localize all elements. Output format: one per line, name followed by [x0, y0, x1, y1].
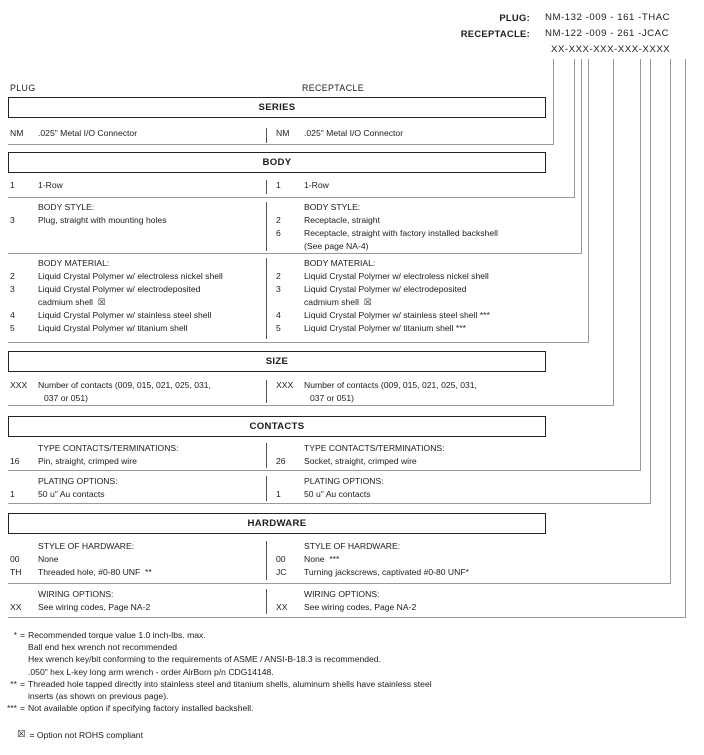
- option-text: Liquid Crystal Polymer w/ titanium shell: [38, 323, 188, 333]
- leader-line-size: [613, 59, 614, 406]
- part-number-pattern: XX-XXX-XXX-XXX-XXXX: [551, 44, 671, 55]
- subsection-heading: BODY MATERIAL:: [304, 258, 376, 268]
- receptacle-part-number: NM-122 -009 - 261 -JCAC: [545, 28, 670, 39]
- option-text: 037 or 051): [310, 393, 354, 403]
- body-material-left: [8, 257, 266, 340]
- subsection-heading: BODY STYLE:: [304, 202, 361, 212]
- leader-line-body-material: [588, 59, 589, 343]
- size-left: [8, 379, 266, 404]
- option-code: 3: [276, 284, 281, 294]
- option-row: [276, 127, 538, 140]
- option-row: [276, 379, 538, 392]
- option-code: 3: [10, 284, 15, 294]
- separator-wiring: [8, 617, 686, 618]
- option-row: [276, 455, 538, 468]
- subsection-heading: BODY STYLE:: [38, 202, 95, 212]
- option-text: 50 u" Au contacts: [38, 489, 105, 499]
- separator-plating: [8, 503, 651, 504]
- leader-line-series: [553, 59, 554, 145]
- series-right-column: [267, 127, 538, 144]
- footnote-marker: *: [13, 630, 17, 640]
- option-code: JC: [276, 567, 287, 577]
- subsection-heading: WIRING OPTIONS:: [38, 589, 114, 599]
- option-code: XXX: [276, 380, 294, 390]
- option-row: [276, 553, 538, 566]
- size-section-header: SIZE: [8, 351, 546, 372]
- option-code: 00: [276, 554, 286, 564]
- footnote-line: [0, 629, 704, 641]
- footnote-text: inserts (as shown on previous page).: [28, 691, 169, 702]
- option-row: [276, 601, 538, 614]
- footnote-marker: [0, 666, 17, 678]
- option-code: 26: [276, 456, 286, 466]
- hardware-section-header: HARDWARE: [8, 513, 546, 534]
- option-code: NM: [10, 128, 24, 138]
- plating-subsection: [8, 475, 547, 502]
- separator-contacts-type: [8, 470, 641, 471]
- option-row: [276, 227, 538, 240]
- hardware-style-subsection: [8, 540, 547, 581]
- option-code: 00: [10, 554, 20, 564]
- option-text: Receptacle, straight with factory installed backshell: [304, 228, 498, 238]
- footnote-equals: [17, 666, 28, 678]
- footnote-line: [0, 702, 704, 714]
- subsection-heading: WIRING OPTIONS:: [304, 589, 380, 599]
- body-row-subsection: [8, 179, 547, 195]
- option-code: 2: [10, 271, 15, 281]
- separator-series: [8, 144, 554, 145]
- option-text: .025" Metal I/O Connector: [304, 128, 404, 138]
- option-text: Plug, straight with mounting holes: [38, 215, 167, 225]
- option-text: See wiring codes, Page NA-2: [304, 602, 417, 612]
- option-code: [276, 296, 304, 309]
- option-row: [276, 488, 538, 501]
- option-text not-rohs-icon: cadmium shell ☒: [304, 297, 372, 307]
- option-code: [10, 392, 38, 405]
- footnote-equals: =: [19, 703, 26, 714]
- contacts-section-header: CONTACTS: [8, 416, 546, 437]
- option-text: Liquid Crystal Polymer w/ electrodeposited: [38, 284, 201, 294]
- option-code: NM: [276, 128, 290, 138]
- option-row: [10, 455, 266, 468]
- footnote-equals: [17, 690, 28, 702]
- subsection-heading: TYPE CONTACTS/TERMINATIONS:: [38, 443, 179, 453]
- footnote-text: Hex wrench key/bit conforming to the requirements of ASME / ANSI-B-18.3 is recommended.: [28, 654, 381, 665]
- subsection-heading: BODY MATERIAL:: [38, 258, 110, 268]
- subsection-heading: PLATING OPTIONS:: [38, 476, 118, 486]
- leader-line-wiring: [685, 59, 686, 618]
- separator-body-row: [8, 197, 575, 198]
- contacts-type-right: [267, 442, 538, 469]
- option-row: [10, 392, 266, 405]
- option-row: [10, 179, 266, 192]
- option-text: 50 u" Au contacts: [304, 489, 371, 499]
- footnote-line: [0, 690, 704, 702]
- footnotes: [0, 629, 704, 714]
- option-row: [10, 379, 266, 392]
- contacts-type-left: [8, 442, 266, 469]
- leader-line-contacts-type: [640, 59, 641, 471]
- option-row: [10, 309, 266, 322]
- option-text: Liquid Crystal Polymer w/ electroless nickel shell: [38, 271, 223, 281]
- option-text: Pin, straight, crimped wire: [38, 456, 137, 466]
- footnote-equals: [17, 641, 28, 653]
- option-row: [10, 296, 266, 309]
- option-code: 1: [276, 489, 281, 499]
- footnote-equals: =: [19, 678, 26, 689]
- footnote-text: .050" hex L-key long arm wrench - order AirBorn p/n CDG14148.: [28, 666, 274, 677]
- option-row: [276, 309, 538, 322]
- option-code: 16: [10, 456, 20, 466]
- body-row-right: [267, 179, 538, 195]
- body-section-header: BODY: [8, 152, 546, 173]
- body-style-left: [8, 201, 266, 252]
- option-row: [10, 214, 266, 227]
- option-code: XX: [10, 602, 22, 612]
- option-text: 1-Row: [304, 180, 329, 190]
- option-text: .025" Metal I/O Connector: [38, 128, 138, 138]
- option-text: Threaded hole, #0-80 UNF **: [38, 567, 152, 577]
- leader-line-body-style: [581, 59, 582, 254]
- size-subsection: [8, 379, 547, 404]
- option-code: [10, 296, 38, 309]
- option-text: 1-Row: [38, 180, 63, 190]
- option-row: [10, 566, 266, 579]
- body-row-left: [8, 179, 266, 195]
- contacts-type-subsection: [8, 442, 547, 469]
- footnote-line: [0, 653, 704, 665]
- rohs-note: [17, 729, 143, 740]
- footnote-text: Threaded hole tapped directly into stainless steel and titanium shells, aluminum shells have stainless steel: [28, 678, 432, 689]
- option-text: Liquid Crystal Polymer w/ stainless steel shell ***: [304, 310, 490, 320]
- option-row: [10, 322, 266, 335]
- wiring-left: [8, 588, 266, 615]
- option-code: 2: [276, 215, 281, 225]
- option-code: 6: [276, 228, 281, 238]
- plating-right: [267, 475, 538, 502]
- option-code: 5: [276, 323, 281, 333]
- leader-line-hardware-style: [670, 59, 671, 584]
- option-row: [276, 283, 538, 296]
- option-text: Turning jackscrews, captivated #0-80 UNF*: [304, 567, 469, 577]
- option-code: [276, 240, 304, 253]
- not-rohs-icon: ☒: [17, 729, 26, 740]
- option-text: Liquid Crystal Polymer w/ electrodeposited: [304, 284, 467, 294]
- option-text: Receptacle, straight: [304, 215, 380, 225]
- plug-part-label: PLUG:: [499, 12, 530, 23]
- option-code: 4: [276, 310, 281, 320]
- option-text: Liquid Crystal Polymer w/ stainless steel shell: [38, 310, 212, 320]
- leader-line-body-row: [574, 59, 575, 198]
- footnote-marker: [0, 690, 17, 702]
- separator-body-material: [8, 342, 589, 343]
- footnote-marker: [0, 653, 17, 665]
- separator-hardware-style: [8, 583, 671, 584]
- option-row: [276, 214, 538, 227]
- subsection-heading: STYLE OF HARDWARE:: [304, 541, 401, 551]
- separator-size: [8, 405, 614, 406]
- option-text: Liquid Crystal Polymer w/ titanium shell ***: [304, 323, 466, 333]
- body-material-subsection: [8, 257, 547, 340]
- option-text: Socket, straight, crimped wire: [304, 456, 417, 466]
- option-code: 5: [10, 323, 15, 333]
- body-style-subsection: [8, 201, 547, 252]
- option-code: 3: [10, 215, 15, 225]
- separator-body-style: [8, 253, 582, 254]
- wiring-subsection: [8, 588, 547, 615]
- receptacle-part-label: RECEPTACLE:: [460, 28, 530, 39]
- option-row: [10, 127, 266, 140]
- footnote-marker: ***: [6, 703, 17, 714]
- option-text: 037 or 051): [44, 393, 88, 403]
- footnote-marker: **: [10, 678, 17, 689]
- wiring-right: [267, 588, 538, 615]
- option-text: Liquid Crystal Polymer w/ electroless nickel shell: [304, 271, 489, 281]
- footnote-text: Not available option if specifying factory installed backshell.: [28, 703, 254, 714]
- option-code: 4: [10, 310, 15, 320]
- subsection-heading: TYPE CONTACTS/TERMINATIONS:: [304, 443, 445, 453]
- rohs-note-text: = Option not ROHS compliant: [29, 729, 143, 740]
- plug-part-number: NM-132 -009 - 161 -THAC: [545, 12, 671, 23]
- option-text: (See page NA-4): [304, 241, 369, 251]
- option-row: [276, 322, 538, 335]
- plating-left: [8, 475, 266, 502]
- option-row: [276, 270, 538, 283]
- option-code: TH: [10, 567, 22, 577]
- option-row: [276, 296, 538, 309]
- option-code: 1: [10, 180, 15, 190]
- option-code: [276, 392, 304, 405]
- option-text not-rohs-icon: cadmium shell ☒: [38, 297, 106, 307]
- footnote-text: Ball end hex wrench not recommended: [28, 642, 178, 653]
- footnote-line: [0, 678, 704, 690]
- option-row: [276, 566, 538, 579]
- size-right: [267, 379, 538, 404]
- series-section-header: SERIES: [8, 97, 546, 118]
- receptacle-column-label: RECEPTACLE: [302, 83, 365, 93]
- footnote-line: [0, 666, 704, 678]
- option-code: 2: [276, 271, 281, 281]
- hardware-style-left: [8, 540, 266, 581]
- footnote-equals: [17, 653, 28, 665]
- footnote-line: [0, 641, 704, 653]
- option-row: [10, 553, 266, 566]
- option-row: [10, 488, 266, 501]
- footnote-text: Recommended torque value 1.0 inch-lbs. max.: [28, 630, 206, 640]
- hardware-style-right: [267, 540, 538, 581]
- body-style-right: [267, 201, 538, 252]
- option-text: See wiring codes, Page NA-2: [38, 602, 151, 612]
- option-code: XX: [276, 602, 288, 612]
- series-subsection: [8, 127, 547, 144]
- option-row: [276, 392, 538, 405]
- option-text: Number of contacts (009, 015, 021, 025, 031,: [38, 380, 211, 390]
- option-code: 1: [276, 180, 281, 190]
- subsection-heading: STYLE OF HARDWARE:: [38, 541, 135, 551]
- plug-column-label: PLUG: [10, 83, 36, 93]
- option-row: [276, 240, 538, 253]
- option-text: None ***: [304, 554, 340, 564]
- option-text: Number of contacts (009, 015, 021, 025, 031,: [304, 380, 477, 390]
- option-code: XXX: [10, 380, 28, 390]
- option-row: [276, 179, 538, 192]
- option-row: [10, 601, 266, 614]
- option-row: [10, 270, 266, 283]
- series-left-column: [8, 127, 266, 144]
- option-code: 1: [10, 489, 15, 499]
- body-material-right: [267, 257, 538, 340]
- subsection-heading: PLATING OPTIONS:: [304, 476, 384, 486]
- footnote-equals: =: [19, 630, 26, 640]
- leader-line-plating: [650, 59, 651, 504]
- footnote-marker: [0, 641, 17, 653]
- option-text: None: [38, 554, 59, 564]
- option-row: [10, 283, 266, 296]
